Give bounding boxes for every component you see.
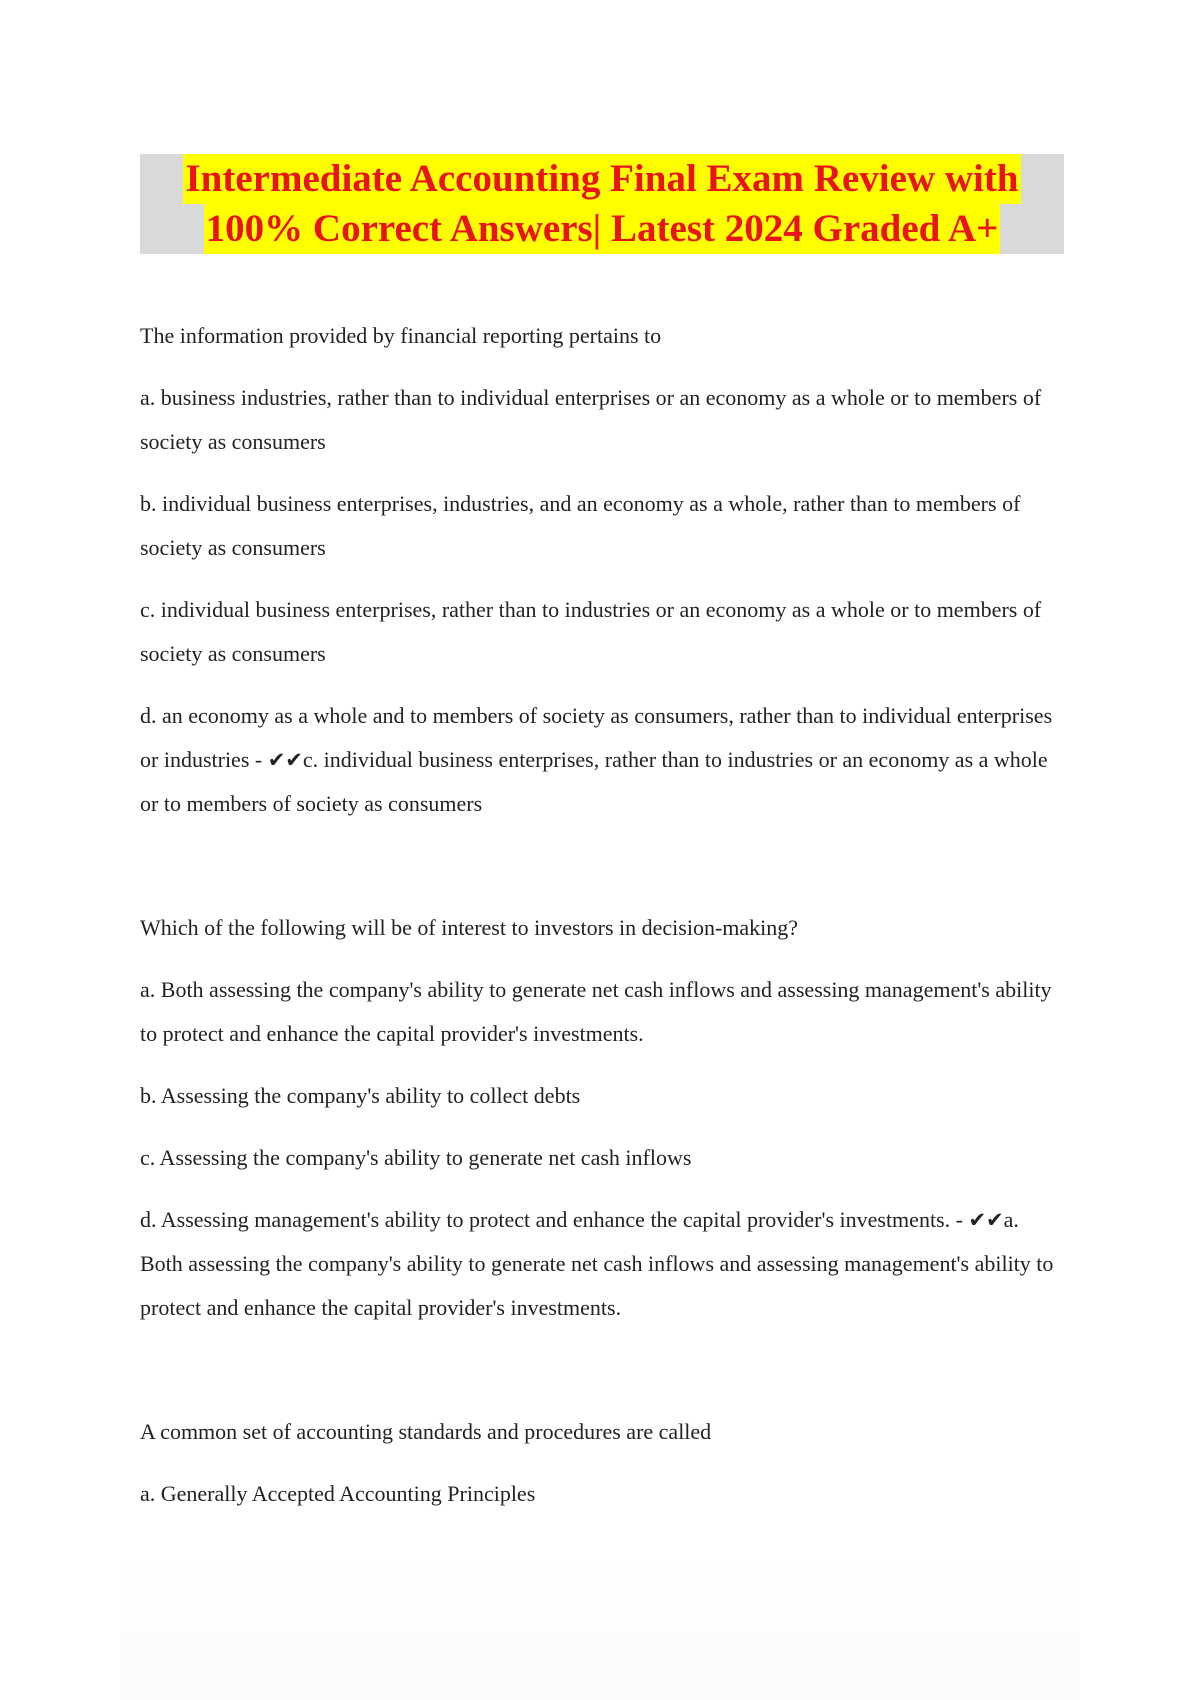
question-block-2	[140, 906, 1060, 1330]
question-prompt: Which of the following will be of interest to investors in decision-making?	[140, 915, 799, 940]
option-c: c. individual business enterprises, rather than to industries or an economy as a whole or to members of society as consumers	[140, 597, 1042, 666]
option-a: a. Generally Accepted Accounting Principles	[140, 1481, 536, 1506]
question-block-3	[140, 1410, 1060, 1516]
title-line-1: Intermediate Accounting Final Exam Review with	[183, 154, 1020, 204]
page-footer-fade	[120, 1555, 1080, 1700]
answer-text: c. individual business enterprises, rather than to industries or an economy as a whole or to members of society as consumers	[140, 747, 1048, 816]
option-a: a. business industries, rather than to individual enterprises or an economy as a whole or to members of society as consumers	[140, 385, 1042, 454]
document-body	[140, 314, 1060, 1534]
option-b: b. Assessing the company's ability to collect debts	[140, 1083, 581, 1108]
option-d: d. Assessing management's ability to protect and enhance the capital provider's investments. -	[140, 1207, 969, 1232]
option-c: c. Assessing the company's ability to generate net cash inflows	[140, 1145, 692, 1170]
option-a: a. Both assessing the company's ability to generate net cash inflows and assessing management's ability to protect and enhance the capital provider's investments.	[140, 977, 1052, 1046]
option-b: b. individual business enterprises, industries, and an economy as a whole, rather than to members of society as consumers	[140, 491, 1021, 560]
question-prompt: The information provided by financial reporting pertains to	[140, 323, 662, 348]
check-mark-icon: ✔✔	[267, 748, 303, 772]
answer-text: a. Both assessing the company's ability to generate net cash inflows and assessing management's ability to protect and enhance the capital provider's investments.	[140, 1207, 1054, 1320]
title-line-2: 100% Correct Answers| Latest 2024 Graded A+	[204, 204, 1001, 254]
option-d-with-answer	[140, 694, 1060, 826]
check-mark-icon: ✔✔	[968, 1208, 1004, 1232]
option-d: d. an economy as a whole and to members of society as consumers, rather than to individual enterprises or industries -	[140, 703, 1053, 772]
question-block-1	[140, 314, 1060, 826]
document-title	[140, 154, 1064, 254]
question-prompt: A common set of accounting standards and procedures are called	[140, 1419, 712, 1444]
option-d-with-answer	[140, 1198, 1060, 1330]
